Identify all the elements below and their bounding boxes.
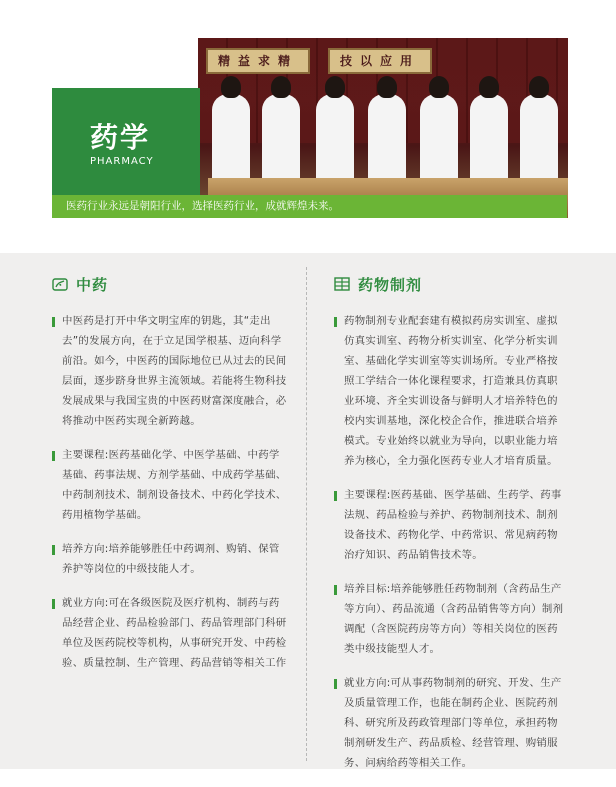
herb-icon bbox=[52, 276, 68, 292]
bullet-bar bbox=[52, 545, 55, 555]
bullet-bar bbox=[52, 451, 55, 461]
header bbox=[0, 0, 616, 250]
paragraph-text: 药物制剂专业配套建有模拟药房实训室、虚拟仿真实训室、药物分析实训室、化学分析实训室、基础化学实训室等实训场所。专业严格按照工学结合一体化课程要求，打造兼具仿真职业环境、齐全实训设备与鲜明人才培养特色的校内实训基地，深化校企合作，推进联合培养模式。专业始终以就业为导向，以职业能力培养为核心，全力强化医药专业人才培育质量。 bbox=[344, 315, 558, 467]
student-figure bbox=[520, 94, 558, 190]
paragraph-text: 就业方向:可从事药物制剂的研究、开发、生产及质量管理工作，也能在制药企业、医院药剂科、研究所及药政管理部门等单位，承担药物制剂研发生产、药品质检、经营管理、购销服务、问病给药等相关工作。 bbox=[344, 677, 562, 769]
section-heading bbox=[334, 271, 566, 297]
pharmacy-cabinet-icon bbox=[334, 276, 350, 292]
paragraph bbox=[52, 539, 288, 579]
student-figure bbox=[368, 94, 406, 190]
page-title: 药学 bbox=[90, 121, 151, 154]
section-title: 中药 bbox=[76, 275, 109, 294]
page-subtitle: PHARMACY bbox=[90, 156, 154, 167]
tcm-column bbox=[52, 271, 288, 687]
paragraph bbox=[334, 311, 566, 471]
paragraph bbox=[52, 593, 288, 673]
photo-sign: 精益求精 bbox=[206, 48, 310, 74]
student-figure bbox=[470, 94, 508, 190]
paragraph bbox=[52, 445, 288, 525]
paragraph-text: 就业方向:可在各级医院及医疗机构、制药与药品经营企业、药品检验部门、药品管理部门科研单位及医药院校等机构，从事研究开发、中药检验、质量控制、生产管理、药品营销等相关工作 bbox=[62, 597, 287, 669]
student-figure bbox=[316, 94, 354, 190]
student-figure bbox=[212, 94, 250, 190]
paragraph-text: 中医药是打开中华文明宝库的钥匙，其“走出去”的发展方向，在于立足国学根基、迈向科学前沿。如今，中医药的国际地位已从过去的民间层面，逐步跻身世界主流领域。若能将生物科技发展成果与我国宝贵的中医药财富深度融合，必将推动中医药实现全新跨越。 bbox=[62, 315, 287, 427]
section-title: 药物制剂 bbox=[358, 275, 423, 294]
column-divider bbox=[306, 267, 307, 761]
paragraph bbox=[334, 485, 566, 565]
paragraph-text: 主要课程:医药基础化学、中医学基础、中药学基础、药事法规、方剂学基础、中成药学基础、中药制剂技术、制剂设备技术、中药化学技术、药用植物学基础。 bbox=[62, 449, 287, 521]
paragraph bbox=[52, 311, 288, 431]
bullet-bar bbox=[334, 585, 337, 595]
pharmaceutics-column bbox=[334, 271, 566, 787]
paragraph bbox=[334, 673, 566, 773]
title-block bbox=[52, 88, 200, 208]
bullet-bar bbox=[334, 491, 337, 501]
bullet-bar bbox=[334, 679, 337, 689]
bullet-bar bbox=[334, 317, 337, 327]
paragraph-text: 培养方向:培养能够胜任中药调剂、购销、保管养护等岗位的中级技能人才。 bbox=[62, 543, 280, 575]
slogan-text: 医药行业永远是朝阳行业，选择医药行业，成就辉煌未来。 bbox=[66, 200, 339, 212]
classroom-photo bbox=[198, 38, 568, 218]
paragraph bbox=[334, 579, 566, 659]
slogan-banner bbox=[52, 195, 567, 218]
student-figure bbox=[262, 94, 300, 190]
bullet-bar bbox=[52, 317, 55, 327]
photo-sign: 技以应用 bbox=[328, 48, 432, 74]
paragraph-text: 主要课程:医药基础、医学基础、生药学、药事法规、药品检验与养护、药物制剂技术、制剂设备技术、药物化学、中药常识、常见病药物治疗知识、药品销售技术等。 bbox=[344, 489, 562, 561]
content-panel bbox=[0, 253, 616, 769]
paragraph-text: 培养目标:培养能够胜任药物制剂（含药品生产等方向）、药品流通（含药品销售等方向）制剂调配（含医院药房等方向）等相关岗位的医药类中级技能型人才。 bbox=[344, 583, 564, 655]
bullet-bar bbox=[52, 599, 55, 609]
student-figure bbox=[420, 94, 458, 190]
section-heading bbox=[52, 271, 288, 297]
